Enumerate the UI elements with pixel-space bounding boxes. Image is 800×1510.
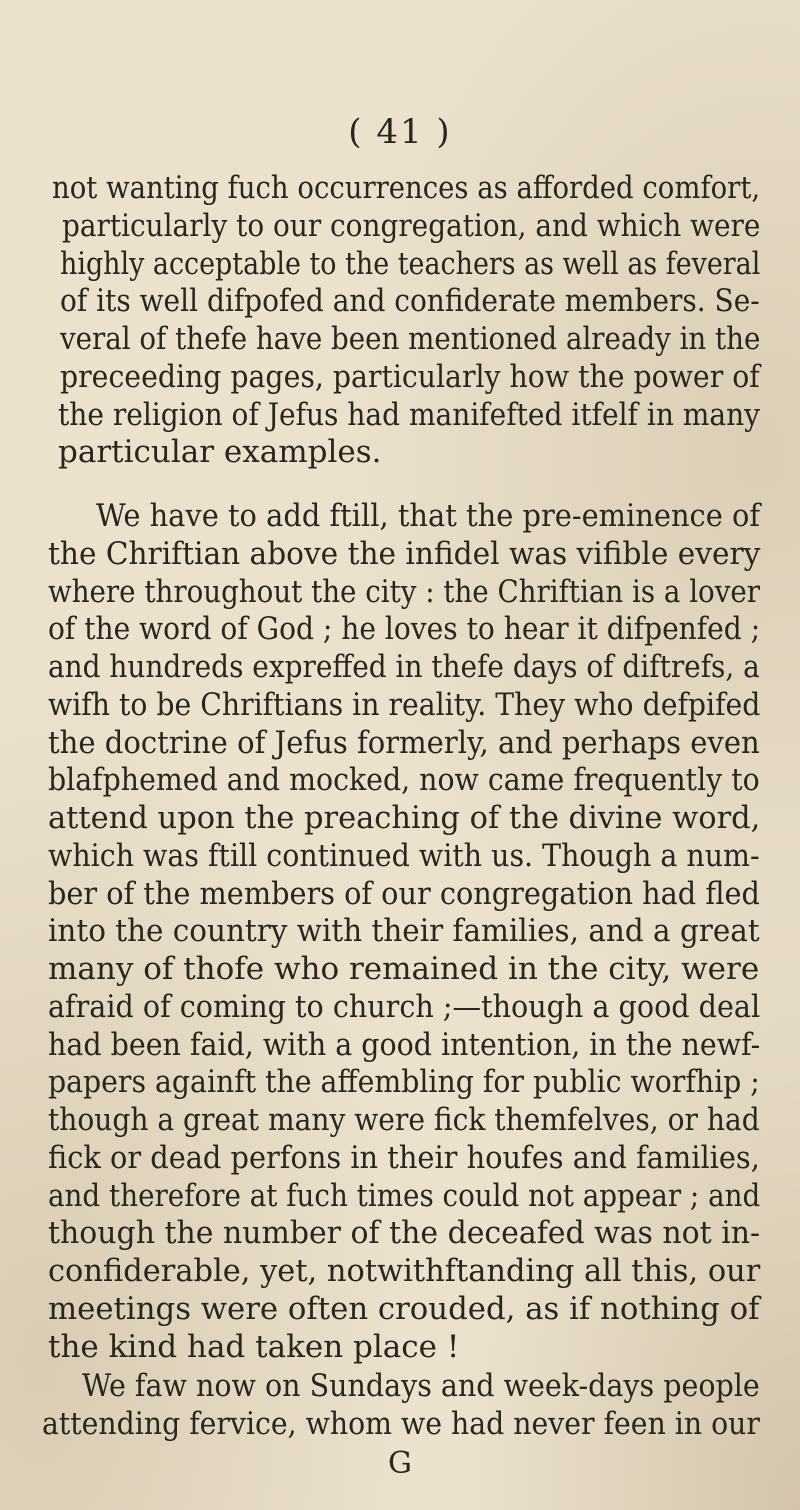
text-line: had been faid, with a good intention, in the newf- (48, 1027, 761, 1063)
text-line: of its well difpofed and confiderate members. Se- (60, 283, 760, 319)
text-line: papers againft the affembling for public worfhip ; (48, 1064, 760, 1100)
text-line: not wanting fuch occurrences as afforded comfort, (52, 170, 761, 206)
text-line: particularly to our congregation, and which were (62, 208, 761, 244)
text-line: meetings were often crouded, as if nothing of (48, 1291, 760, 1327)
text-line: attend upon the preaching of the divine word, (48, 800, 761, 836)
text-line: of the word of God ; he loves to hear it difpenfed ; (48, 611, 761, 647)
text-line: ber of the members of our congregation had fled (48, 876, 760, 912)
text-line: the religion of Jefus had manifefted itfelf in many (58, 397, 761, 433)
text-line: confiderable, yet, notwithftanding all this, our (48, 1253, 761, 1289)
text-line: wifh to be Chriftians in reality. They who defpifed (48, 687, 761, 723)
text-line: veral of thefe have been mentioned already in the (60, 321, 761, 357)
signature-mark: G (388, 1446, 412, 1481)
text-line: afraid of coming to church ;—though a good deal (48, 989, 761, 1025)
text-line: attending fervice, whom we had never feen in our (42, 1406, 760, 1442)
text-line: and hundreds expreffed in thefe days of diftrefs, a (48, 649, 760, 685)
text-line: though the number of the deceafed was not in- (48, 1215, 761, 1251)
text-line: where throughout the city : the Chriftian is a lover (48, 574, 761, 610)
text-line: particular examples. (58, 434, 382, 470)
text-line: into the country with their families, and a great (48, 913, 760, 949)
text-line: We faw now on Sundays and week-days people (82, 1368, 760, 1404)
text-line: We have to add ftill, that the pre-eminence of (96, 498, 761, 534)
text-line: and therefore at fuch times could not appear ; and (48, 1178, 761, 1214)
text-line: though a great many were fick themfelves, or had (48, 1102, 760, 1138)
text-line: highly acceptable to the teachers as well as feveral (60, 246, 761, 282)
text-line: blafphemed and mocked, now came frequently to (48, 762, 760, 798)
text-line: preceeding pages, particularly how the power of (60, 359, 760, 395)
page-number: ( 41 ) (348, 112, 452, 152)
text-line: many of thofe who remained in the city, were (48, 951, 760, 987)
text-line: which was ftill continued with us. Though a num- (48, 838, 760, 874)
text-line: the doctrine of Jefus formerly, and perhaps even (48, 725, 760, 761)
text-line: fick or dead perfons in their houfes and families, (48, 1140, 760, 1176)
text-line: the kind had taken place ! (48, 1329, 460, 1365)
text-line: the Chriftian above the infidel was vifible every (48, 536, 761, 572)
